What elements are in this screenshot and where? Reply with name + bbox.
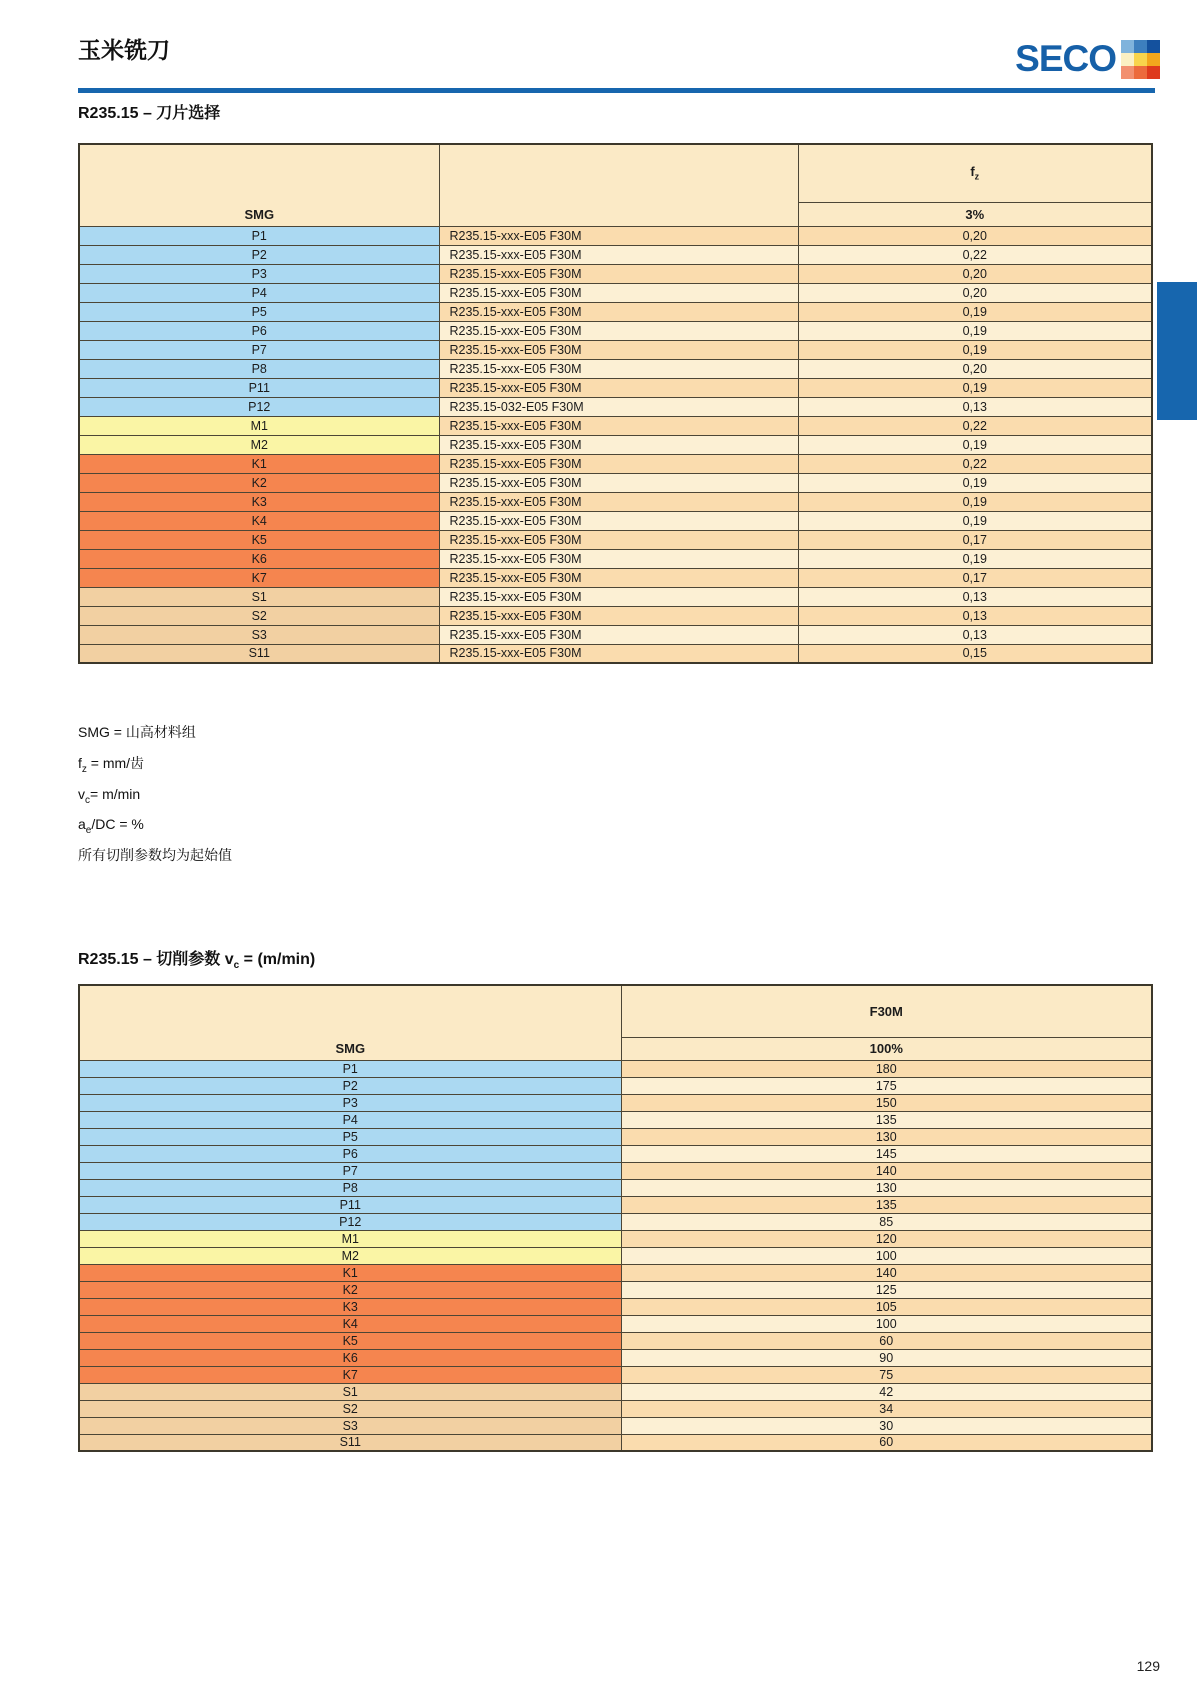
table-row bbox=[79, 1264, 1152, 1281]
table-row bbox=[79, 1281, 1152, 1298]
table-row bbox=[79, 340, 1152, 359]
value-cell: 100 bbox=[621, 1315, 1152, 1332]
table-row bbox=[79, 226, 1152, 245]
value-cell: 135 bbox=[621, 1111, 1152, 1128]
table-row bbox=[79, 1247, 1152, 1264]
value-cell: 120 bbox=[621, 1230, 1152, 1247]
value-cell: 0,20 bbox=[798, 264, 1152, 283]
value-cell: 125 bbox=[621, 1281, 1152, 1298]
logo-grid-cell bbox=[1147, 53, 1160, 66]
table-row bbox=[79, 1145, 1152, 1162]
seco-logo bbox=[1015, 40, 1160, 79]
value-cell: 130 bbox=[621, 1128, 1152, 1145]
part-number-cell: R235.15-xxx-E05 F30M bbox=[439, 549, 798, 568]
smg-group-cell: P1 bbox=[79, 1060, 621, 1077]
smg-group-cell: S2 bbox=[79, 1400, 621, 1417]
cutting-parameters-table bbox=[78, 984, 1153, 1452]
part-number-cell: R235.15-xxx-E05 F30M bbox=[439, 530, 798, 549]
value-cell: 0,13 bbox=[798, 397, 1152, 416]
value-cell: 140 bbox=[621, 1264, 1152, 1281]
value-cell: 150 bbox=[621, 1094, 1152, 1111]
smg-group-cell: K1 bbox=[79, 454, 439, 473]
table-row bbox=[79, 416, 1152, 435]
smg-group-cell: P8 bbox=[79, 1179, 621, 1196]
value-cell: 0,19 bbox=[798, 473, 1152, 492]
smg-column-header: SMG bbox=[79, 144, 439, 226]
logo-grid-cell bbox=[1147, 40, 1160, 53]
part-number-cell: R235.15-xxx-E05 F30M bbox=[439, 568, 798, 587]
value-cell: 105 bbox=[621, 1298, 1152, 1315]
footnotes bbox=[78, 720, 232, 874]
smg-group-cell: M2 bbox=[79, 435, 439, 454]
table-row bbox=[79, 568, 1152, 587]
grade-column-header: F30M bbox=[621, 985, 1152, 1037]
value-cell: 85 bbox=[621, 1213, 1152, 1230]
smg-group-cell: P1 bbox=[79, 226, 439, 245]
smg-group-cell: K7 bbox=[79, 568, 439, 587]
smg-group-cell: P3 bbox=[79, 1094, 621, 1111]
table-row bbox=[79, 1332, 1152, 1349]
table-row bbox=[79, 1128, 1152, 1145]
smg-group-cell: K6 bbox=[79, 549, 439, 568]
table-row bbox=[79, 1077, 1152, 1094]
value-cell: 0,19 bbox=[798, 302, 1152, 321]
part-number-cell: R235.15-xxx-E05 F30M bbox=[439, 245, 798, 264]
value-cell: 0,19 bbox=[798, 435, 1152, 454]
smg-group-cell: K3 bbox=[79, 1298, 621, 1315]
seco-logo-grid-icon bbox=[1121, 40, 1160, 79]
table-row bbox=[79, 625, 1152, 644]
value-cell: 42 bbox=[621, 1383, 1152, 1400]
table2-title: R235.15 – 切削参数 $v_c = (m/\min)$ bbox=[78, 951, 316, 972]
smg-group-cell: S1 bbox=[79, 587, 439, 606]
part-number-cell: R235.15-xxx-E05 F30M bbox=[439, 587, 798, 606]
smg-group-cell: S3 bbox=[79, 1417, 621, 1434]
fz-percent-header: 3% bbox=[798, 202, 1152, 226]
table-row bbox=[79, 511, 1152, 530]
smg-group-cell: K6 bbox=[79, 1349, 621, 1366]
seco-logo-text: SECO bbox=[1015, 38, 1116, 79]
table-row bbox=[79, 1060, 1152, 1077]
part-number-cell: R235.15-xxx-E05 F30M bbox=[439, 264, 798, 283]
table-row bbox=[79, 359, 1152, 378]
logo-grid-cell bbox=[1134, 53, 1147, 66]
smg-group-cell: P5 bbox=[79, 302, 439, 321]
insert-selection-table bbox=[78, 143, 1153, 664]
smg-group-cell: M1 bbox=[79, 1230, 621, 1247]
table-row bbox=[79, 1196, 1152, 1213]
value-cell: 0,15 bbox=[798, 644, 1152, 663]
value-cell: 0,19 bbox=[798, 321, 1152, 340]
table-row bbox=[79, 1400, 1152, 1417]
part-number-cell: R235.15-xxx-E05 F30M bbox=[439, 283, 798, 302]
part-number-cell: R235.15-xxx-E05 F30M bbox=[439, 625, 798, 644]
value-cell: 0,17 bbox=[798, 568, 1152, 587]
table-row bbox=[79, 321, 1152, 340]
smg-group-cell: K4 bbox=[79, 511, 439, 530]
value-cell: 60 bbox=[621, 1332, 1152, 1349]
table-row bbox=[79, 587, 1152, 606]
part-number-cell: R235.15-xxx-E05 F30M bbox=[439, 302, 798, 321]
value-cell: 175 bbox=[621, 1077, 1152, 1094]
value-cell: 0,19 bbox=[798, 378, 1152, 397]
part-number-cell: R235.15-xxx-E05 F30M bbox=[439, 606, 798, 625]
part-number-cell: R235.15-xxx-E05 F30M bbox=[439, 321, 798, 340]
table-row bbox=[79, 606, 1152, 625]
table-row bbox=[79, 1111, 1152, 1128]
smg-group-cell: P6 bbox=[79, 1145, 621, 1162]
value-cell: 0,22 bbox=[798, 416, 1152, 435]
value-cell: 0,20 bbox=[798, 359, 1152, 378]
part-number-cell: R235.15-032-E05 F30M bbox=[439, 397, 798, 416]
value-cell: 60 bbox=[621, 1434, 1152, 1451]
smg-group-cell: P12 bbox=[79, 397, 439, 416]
grade-percent-header: 100% bbox=[621, 1037, 1152, 1060]
value-cell: 0,19 bbox=[798, 511, 1152, 530]
page-edge-tab bbox=[1157, 282, 1197, 420]
footnote-line: 所有切削参数均为起始值 bbox=[78, 847, 232, 864]
table-row bbox=[79, 454, 1152, 473]
table-row bbox=[79, 283, 1152, 302]
value-cell: 0,17 bbox=[798, 530, 1152, 549]
smg-group-cell: P7 bbox=[79, 340, 439, 359]
smg-group-cell: K1 bbox=[79, 1264, 621, 1281]
table-row bbox=[79, 1383, 1152, 1400]
part-number-cell: R235.15-xxx-E05 F30M bbox=[439, 644, 798, 663]
table-row bbox=[79, 1094, 1152, 1111]
value-cell: 140 bbox=[621, 1162, 1152, 1179]
part-number-cell: R235.15-xxx-E05 F30M bbox=[439, 454, 798, 473]
value-cell: 30 bbox=[621, 1417, 1152, 1434]
smg-group-cell: K2 bbox=[79, 473, 439, 492]
value-cell: 0,19 bbox=[798, 340, 1152, 359]
value-cell: 135 bbox=[621, 1196, 1152, 1213]
part-number-cell: R235.15-xxx-E05 F30M bbox=[439, 511, 798, 530]
value-cell: 145 bbox=[621, 1145, 1152, 1162]
logo-grid-cell bbox=[1121, 66, 1134, 79]
smg-group-cell: S1 bbox=[79, 1383, 621, 1400]
part-number-cell: R235.15-xxx-E05 F30M bbox=[439, 473, 798, 492]
part-number-cell: R235.15-xxx-E05 F30M bbox=[439, 359, 798, 378]
smg-group-cell: S2 bbox=[79, 606, 439, 625]
smg-group-cell: P4 bbox=[79, 283, 439, 302]
value-cell: 0,13 bbox=[798, 625, 1152, 644]
smg-group-cell: K7 bbox=[79, 1366, 621, 1383]
smg-group-cell: K3 bbox=[79, 492, 439, 511]
value-cell: 0,13 bbox=[798, 606, 1152, 625]
value-cell: 130 bbox=[621, 1179, 1152, 1196]
smg-group-cell: K4 bbox=[79, 1315, 621, 1332]
header-divider-rule bbox=[78, 88, 1155, 93]
value-cell: 0,20 bbox=[798, 226, 1152, 245]
smg-group-cell: P2 bbox=[79, 1077, 621, 1094]
part-number-cell: R235.15-xxx-E05 F30M bbox=[439, 435, 798, 454]
smg-group-cell: S11 bbox=[79, 644, 439, 663]
smg-group-cell: K5 bbox=[79, 530, 439, 549]
fz-column-header: $f_z$ bbox=[798, 144, 1152, 202]
smg-column-header: SMG bbox=[79, 985, 621, 1060]
footnote-line: SMG = 山高材料组 bbox=[78, 724, 196, 740]
logo-grid-cell bbox=[1121, 40, 1134, 53]
value-cell: 75 bbox=[621, 1366, 1152, 1383]
table-row bbox=[79, 1298, 1152, 1315]
table-row bbox=[79, 530, 1152, 549]
logo-grid-cell bbox=[1147, 66, 1160, 79]
part-number-cell: R235.15-xxx-E05 F30M bbox=[439, 340, 798, 359]
value-cell: 0,13 bbox=[798, 587, 1152, 606]
smg-group-cell: P11 bbox=[79, 378, 439, 397]
smg-group-cell: P2 bbox=[79, 245, 439, 264]
smg-group-cell: P3 bbox=[79, 264, 439, 283]
value-cell: 100 bbox=[621, 1247, 1152, 1264]
table-row bbox=[79, 492, 1152, 511]
table-row bbox=[79, 644, 1152, 663]
table-row bbox=[79, 302, 1152, 321]
smg-group-cell: P7 bbox=[79, 1162, 621, 1179]
table-row bbox=[79, 245, 1152, 264]
table1-title: R235.15 – 刀片选择 bbox=[78, 105, 221, 122]
value-cell: 0,22 bbox=[798, 454, 1152, 473]
value-cell: 90 bbox=[621, 1349, 1152, 1366]
table-row bbox=[79, 435, 1152, 454]
smg-group-cell: M1 bbox=[79, 416, 439, 435]
part-number-column-header bbox=[439, 144, 798, 226]
part-number-cell: R235.15-xxx-E05 F30M bbox=[439, 416, 798, 435]
table-row bbox=[79, 1434, 1152, 1451]
part-number-cell: R235.15-xxx-E05 F30M bbox=[439, 378, 798, 397]
smg-group-cell: K5 bbox=[79, 1332, 621, 1349]
value-cell: 0,22 bbox=[798, 245, 1152, 264]
table-row bbox=[79, 1179, 1152, 1196]
smg-group-cell: P4 bbox=[79, 1111, 621, 1128]
value-cell: 0,20 bbox=[798, 283, 1152, 302]
value-cell: 180 bbox=[621, 1060, 1152, 1077]
table-row bbox=[79, 264, 1152, 283]
table-row bbox=[79, 1349, 1152, 1366]
smg-group-cell: M2 bbox=[79, 1247, 621, 1264]
page-title: 玉米铣刀 bbox=[78, 37, 170, 64]
logo-grid-cell bbox=[1121, 53, 1134, 66]
table-row bbox=[79, 1230, 1152, 1247]
smg-group-cell: P5 bbox=[79, 1128, 621, 1145]
part-number-cell: R235.15-xxx-E05 F30M bbox=[439, 492, 798, 511]
value-cell: 0,19 bbox=[798, 492, 1152, 511]
table-row bbox=[79, 1213, 1152, 1230]
part-number-cell: R235.15-xxx-E05 F30M bbox=[439, 226, 798, 245]
logo-grid-cell bbox=[1134, 66, 1147, 79]
page-number: 129 bbox=[1136, 1658, 1160, 1674]
table-row bbox=[79, 1366, 1152, 1383]
table-row bbox=[79, 473, 1152, 492]
table-row bbox=[79, 1417, 1152, 1434]
smg-group-cell: P8 bbox=[79, 359, 439, 378]
table-row bbox=[79, 397, 1152, 416]
footnote-line: $a_e/DC$ = % bbox=[78, 816, 144, 837]
smg-group-cell: P11 bbox=[79, 1196, 621, 1213]
smg-group-cell: P12 bbox=[79, 1213, 621, 1230]
value-cell: 34 bbox=[621, 1400, 1152, 1417]
footnote-line: $v_c= m/\min$ bbox=[78, 785, 141, 806]
table-row bbox=[79, 1315, 1152, 1332]
smg-group-cell: P6 bbox=[79, 321, 439, 340]
smg-group-cell: S3 bbox=[79, 625, 439, 644]
footnote-line: $f_z = mm/$齿 bbox=[78, 754, 145, 775]
logo-grid-cell bbox=[1134, 40, 1147, 53]
smg-group-cell: K2 bbox=[79, 1281, 621, 1298]
table-row bbox=[79, 378, 1152, 397]
value-cell: 0,19 bbox=[798, 549, 1152, 568]
smg-group-cell: S11 bbox=[79, 1434, 621, 1451]
table-row bbox=[79, 549, 1152, 568]
table-row bbox=[79, 1162, 1152, 1179]
